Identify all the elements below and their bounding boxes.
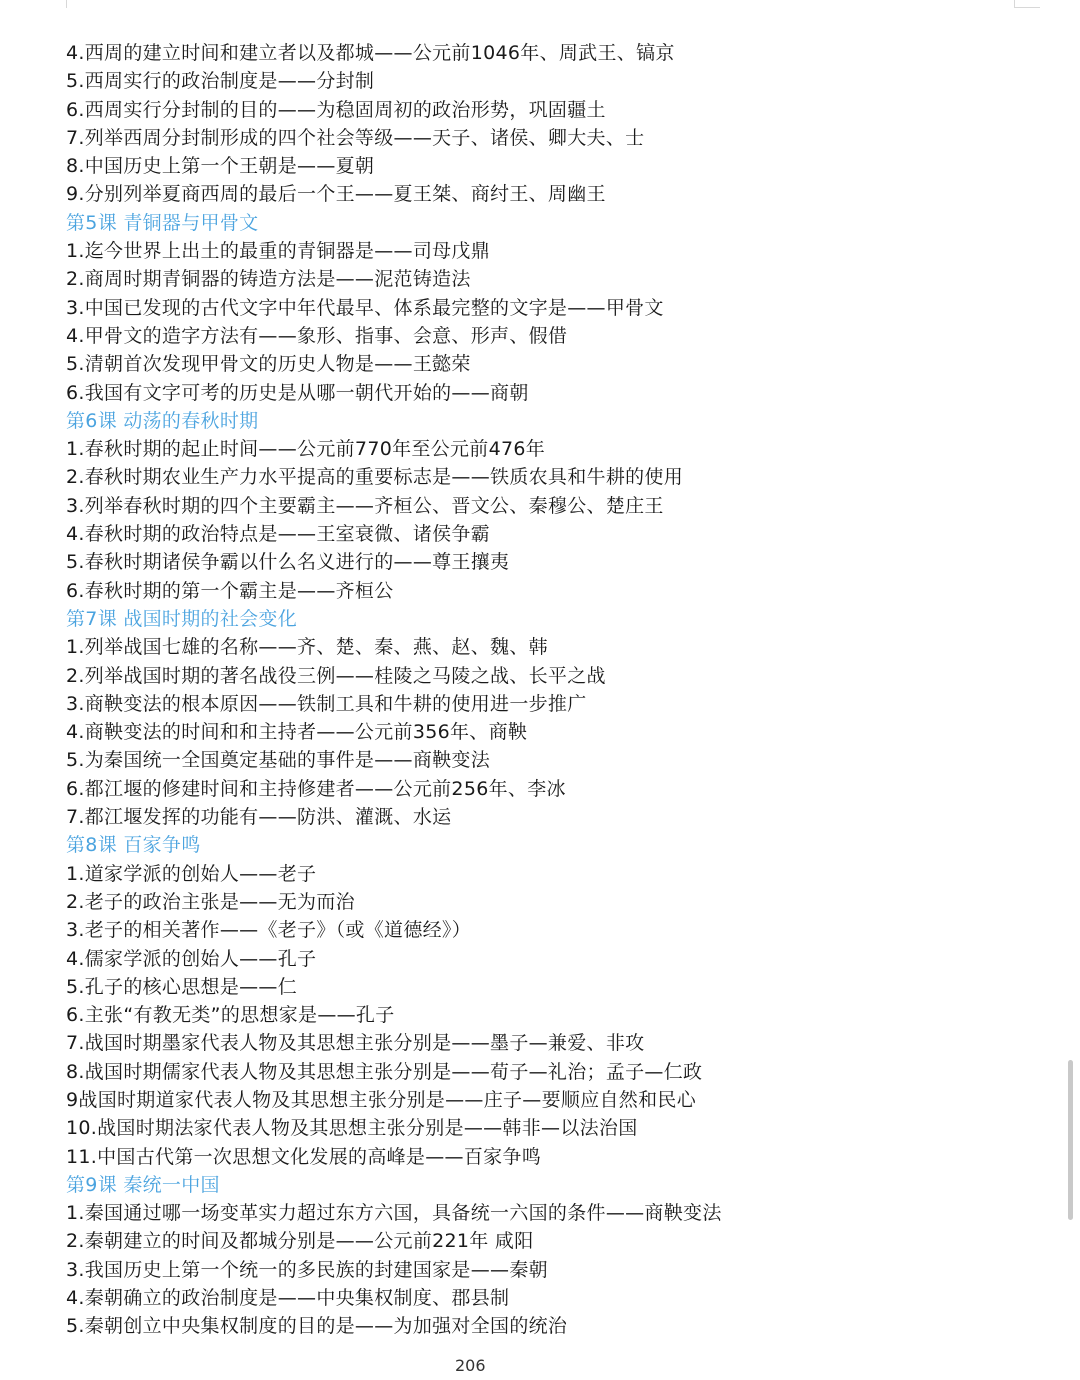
scrollbar-thumb[interactable] xyxy=(1068,1060,1073,1220)
qa-item: 11.中国古代第一次思想文化发展的高峰是——百家争鸣 xyxy=(66,1145,542,1168)
qa-item: 4.商鞅变法的时间和和主持者——公元前356年、商鞅 xyxy=(66,721,528,744)
lesson-heading: 第8课 百家争鸣 xyxy=(66,834,201,857)
qa-item: 5.春秋时期诸侯争霸以什么名义进行的——尊王攘夷 xyxy=(66,551,510,574)
qa-item: 5.孔子的核心思想是——仁 xyxy=(66,975,298,998)
qa-item: 8.战国时期儒家代表人物及其思想主张分别是——荀子—礼治；孟子—仁政 xyxy=(66,1060,703,1083)
qa-item: 4.甲骨文的造字方法有——象形、指事、会意、形声、假借 xyxy=(66,324,568,347)
qa-item: 5.清朝首次发现甲骨文的历史人物是——王懿荣 xyxy=(66,353,471,376)
qa-item: 1.列举战国七雄的名称——齐、楚、秦、燕、赵、魏、韩 xyxy=(66,636,548,659)
qa-item: 5.西周实行的政治制度是——分封制 xyxy=(66,70,375,93)
qa-item: 1.春秋时期的起止时间——公元前770年至公元前476年 xyxy=(66,438,546,461)
qa-item: 2.秦朝建立的时间及都城分别是——公元前221年 咸阳 xyxy=(66,1230,534,1253)
lesson-heading: 第6课 动荡的春秋时期 xyxy=(66,409,259,432)
qa-item: 5.为秦国统一全国奠定基础的事件是——商鞅变法 xyxy=(66,749,491,772)
qa-item: 2.春秋时期农业生产力水平提高的重要标志是——铁质农具和牛耕的使用 xyxy=(66,466,684,489)
document-body xyxy=(66,39,1056,1341)
qa-item: 1.秦国通过哪一场变革实力超过东方六国，具备统一六国的条件——商鞅变法 xyxy=(66,1202,722,1225)
lesson-heading: 第7课 战国时期的社会变化 xyxy=(66,607,298,630)
qa-item: 4.儒家学派的创始人——孔子 xyxy=(66,947,317,970)
qa-item: 7.都江堰发挥的功能有——防洪、灌溉、水运 xyxy=(66,806,452,829)
qa-item: 3.我国历史上第一个统一的多民族的封建国家是——秦朝 xyxy=(66,1258,548,1281)
qa-item: 8.中国历史上第一个王朝是——夏朝 xyxy=(66,155,375,178)
qa-item: 7.战国时期墨家代表人物及其思想主张分别是——墨子—兼爱、非攻 xyxy=(66,1032,645,1055)
qa-item: 6.西周实行分封制的目的——为稳固周初的政治形势，巩固疆土 xyxy=(66,98,606,121)
qa-item: 1.迄今世界上出土的最重的青铜器是——司母戊鼎 xyxy=(66,240,491,263)
page-number: 206 xyxy=(455,1356,486,1375)
page-corner-mark-left xyxy=(66,0,67,8)
qa-item: 5.秦朝创立中央集权制度的目的是——为加强对全国的统治 xyxy=(66,1315,568,1338)
qa-item: 2.老子的政治主张是——无为而治 xyxy=(66,890,355,913)
qa-item: 4.秦朝确立的政治制度是——中央集权制度、郡县制 xyxy=(66,1287,510,1310)
page-corner-mark-top-right xyxy=(1014,7,1040,8)
qa-item: 2.商周时期青铜器的铸造方法是——泥范铸造法 xyxy=(66,268,471,291)
qa-item: 3.商鞅变法的根本原因——铁制工具和牛耕的使用进一步推广 xyxy=(66,692,587,715)
qa-item: 6.都江堰的修建时间和主持修建者——公元前256年、李冰 xyxy=(66,777,566,800)
qa-item: 1.道家学派的创始人——老子 xyxy=(66,862,317,885)
qa-item: 10.战国时期法家代表人物及其思想主张分别是——韩非—以法治国 xyxy=(66,1117,638,1140)
qa-item: 4.西周的建立时间和建立者以及都城——公元前1046年、周武王、镐京 xyxy=(66,42,675,64)
lesson-heading: 第5课 青铜器与甲骨文 xyxy=(66,211,259,234)
qa-item: 4.春秋时期的政治特点是——王室衰微、诸侯争霸 xyxy=(66,523,491,546)
qa-item: 9战国时期道家代表人物及其思想主张分别是——庄子—要顺应自然和民心 xyxy=(66,1088,696,1111)
lesson-heading: 第9课 秦统一中国 xyxy=(66,1173,220,1196)
qa-item: 3.老子的相关著作——《老子》（或《道德经》） xyxy=(66,919,472,942)
qa-item: 9.分别列举夏商西周的最后一个王——夏王桀、商纣王、周幽王 xyxy=(66,183,606,206)
qa-item: 6.春秋时期的第一个霸主是——齐桓公 xyxy=(66,579,394,602)
qa-item: 6.主张“有教无类”的思想家是——孔子 xyxy=(66,1004,395,1027)
qa-item: 6.我国有文字可考的历史是从哪一朝代开始的——商朝 xyxy=(66,381,529,404)
qa-item: 2.列举战国时期的著名战役三例——桂陵之马陵之战、长平之战 xyxy=(66,664,606,687)
qa-item: 3.中国已发现的古代文字中年代最早、体系最完整的文字是——甲骨文 xyxy=(66,296,664,319)
qa-item: 3.列举春秋时期的四个主要霸主——齐桓公、晋文公、秦穆公、楚庄王 xyxy=(66,494,664,517)
qa-item: 7.列举西周分封制形成的四个社会等级——天子、诸侯、卿大夫、士 xyxy=(66,126,645,149)
